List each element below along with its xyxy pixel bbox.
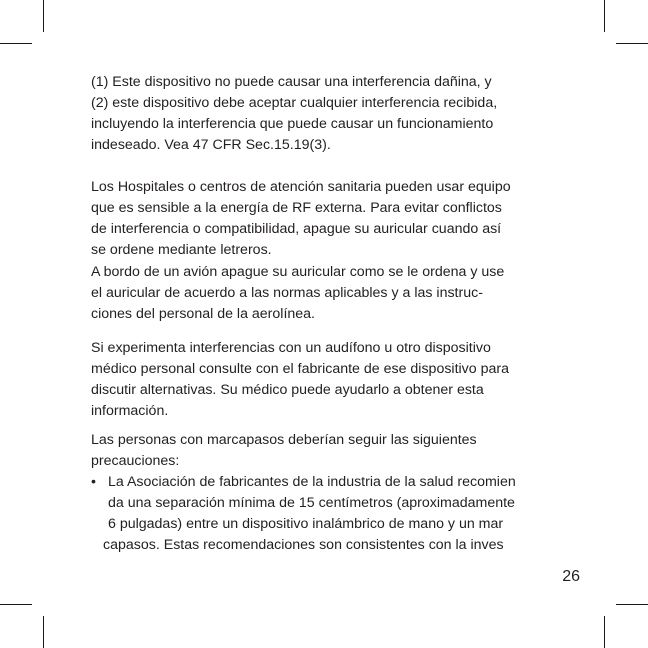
crop-mark-top-right-horizontal xyxy=(616,43,648,44)
text-line: capasos. Estas recomendaciones son consistentes con la inves xyxy=(103,537,504,553)
text-line: (2) este dispositivo debe aceptar cualquier interferencia recibida, xyxy=(91,95,498,111)
page-number: 26 xyxy=(562,568,580,585)
text-line: Los Hospitales o centros de atención sanitaria pueden usar equipo xyxy=(91,179,511,195)
text-line: La Asociación de fabricantes de la industria de la salud recomien xyxy=(108,474,516,490)
crop-mark-bottom-right-horizontal xyxy=(616,604,648,605)
paragraph-hearing-aids xyxy=(91,338,581,422)
text-line: ciones del personal de la aerolínea. xyxy=(91,306,316,322)
text-line: (1) Este dispositivo no puede causar una interferencia dañina, y xyxy=(91,74,492,90)
text-line: se ordene mediante letreros. xyxy=(91,242,272,258)
crop-mark-bottom-left-horizontal xyxy=(0,604,32,605)
crop-mark-bottom-left-vertical xyxy=(43,616,44,648)
text-line: Las personas con marcapasos deberían seguir las siguientes xyxy=(91,432,477,448)
bullet-list-item xyxy=(91,472,591,556)
crop-mark-top-right-vertical xyxy=(604,0,605,32)
crop-mark-top-left-vertical xyxy=(43,0,44,32)
paragraph-aircraft xyxy=(91,262,581,325)
crop-mark-top-left-horizontal xyxy=(0,43,32,44)
text-line: de interferencia o compatibilidad, apague su auricular cuando así xyxy=(91,221,502,237)
text-line: información. xyxy=(91,403,169,419)
text-line: da una separación mínima de 15 centímetros (aproximadamente xyxy=(108,495,515,511)
text-line: incluyendo la interferencia que puede causar un funcionamiento xyxy=(91,116,494,132)
crop-mark-bottom-right-vertical xyxy=(604,616,605,648)
text-line: que es sensible a la energía de RF externa. Para evitar conflictos xyxy=(91,200,502,216)
paragraph-pacemakers xyxy=(91,430,581,472)
text-line: médico personal consulte con el fabricante de ese dispositivo para xyxy=(91,361,509,377)
text-line: precauciones: xyxy=(91,453,180,469)
text-line: Si experimenta interferencias con un audífono u otro dispositivo xyxy=(91,340,491,356)
text-line: discutir alternativas. Su médico puede ayudarlo a obtener esta xyxy=(91,382,484,398)
text-line: A bordo de un avión apague su auricular como se le ordena y use xyxy=(91,264,505,280)
paragraph-fcc-conditions xyxy=(91,72,581,156)
text-line: indeseado. Vea 47 CFR Sec.15.19(3). xyxy=(91,137,331,153)
text-line: el auricular de acuerdo a las normas aplicables y a las instruc- xyxy=(91,285,483,301)
bullet-marker: • xyxy=(91,474,96,490)
paragraph-hospitals xyxy=(91,177,581,261)
text-line: 6 pulgadas) entre un dispositivo inalámbrico de mano y un mar xyxy=(108,516,504,532)
